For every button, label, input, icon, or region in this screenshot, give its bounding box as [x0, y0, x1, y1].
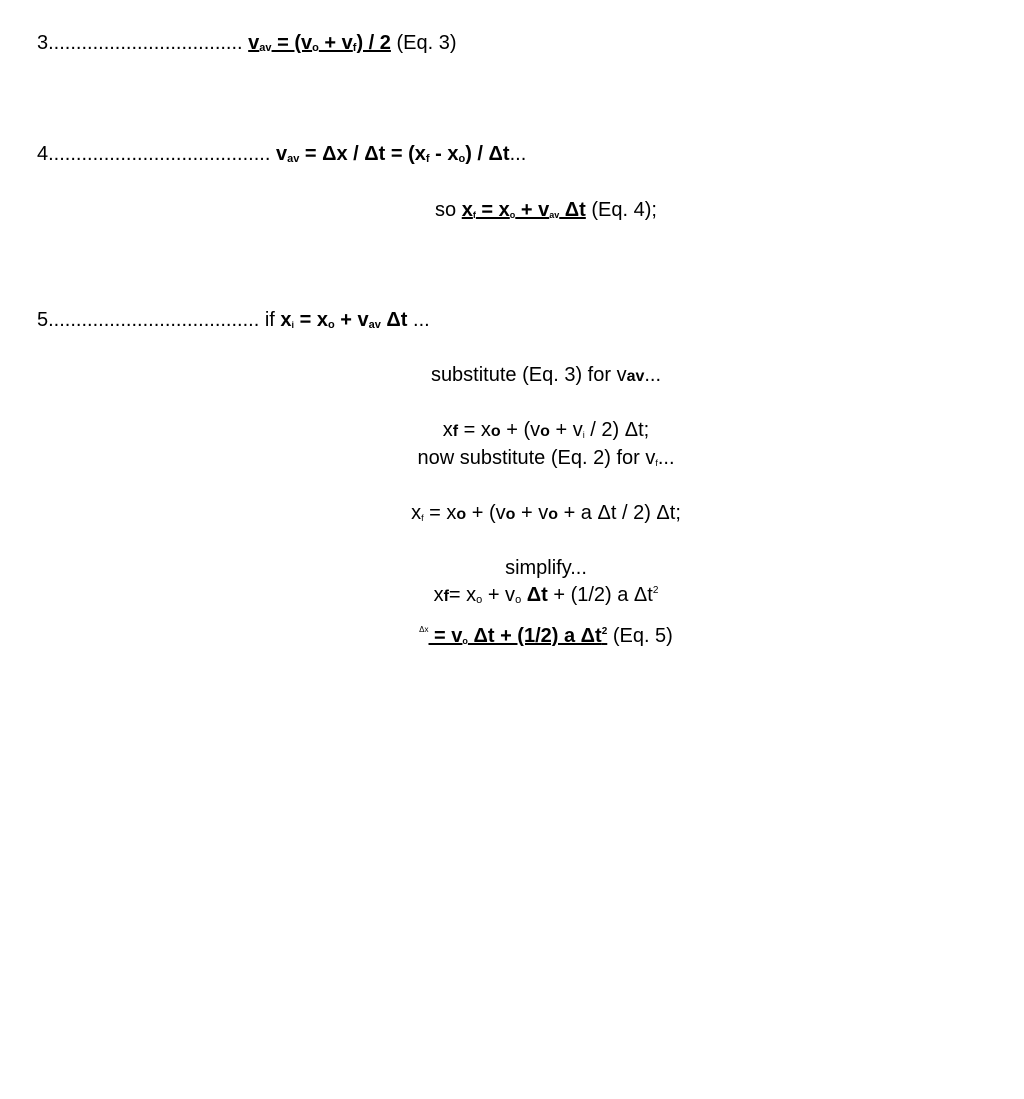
- equation-4-tag: (Eq. 4);: [585, 199, 657, 221]
- step-5-premise: xi = xo + vav Δt: [280, 309, 408, 331]
- equation-3-tag: (Eq. 3): [390, 32, 457, 54]
- simplify-text: simplify...: [505, 557, 587, 579]
- substitution-b: xf = xo + (vo + vo + a Δt / 2) Δt;: [411, 502, 681, 524]
- simplified-equation: xf= xo + vo Δt + (1/2) a $\Delta t^2$: [433, 584, 659, 606]
- substitute-eq2-text: now substitute (Eq. 2) for vf...: [417, 447, 675, 469]
- substitute-eq3-text: substitute (Eq. 3) for vav...: [430, 364, 662, 386]
- equation-4-line: so xf = xo + vav Δt (Eq. 4);: [435, 199, 657, 221]
- equation-5-tag: (Eq. 5): [607, 625, 673, 647]
- equation-3: vav = (vo + vf) / 2: [248, 32, 391, 54]
- equation-4: xf = xo + vav Δt: [461, 199, 586, 221]
- step-5-line: 5...................................... if xi = xo + vav Δt ...: [37, 309, 430, 331]
- substitution-a: xf = xo + (vo + vi / 2) Δt;: [442, 419, 650, 441]
- step-5-number: 5......................................: [37, 309, 260, 331]
- equation-5-line: $^{\Delta x}$ = vo Δt + (1/2) a $\Delta t^2$ (Eq. 5): [419, 625, 673, 647]
- step-4-number: 4........................................: [37, 143, 271, 165]
- step-3-number: 3...................................: [37, 32, 243, 54]
- step-4-line: 4........................................ vav = Δx / Δt = (xf - xo) / Δt...: [37, 143, 527, 165]
- step-3-line: [37, 31, 456, 58]
- equation-4-derivation: vav = Δx / Δt = (xf - xo) / Δt: [275, 143, 510, 165]
- equation-5: = vo Δt + (1/2) a $\Delta t^2$: [428, 625, 608, 647]
